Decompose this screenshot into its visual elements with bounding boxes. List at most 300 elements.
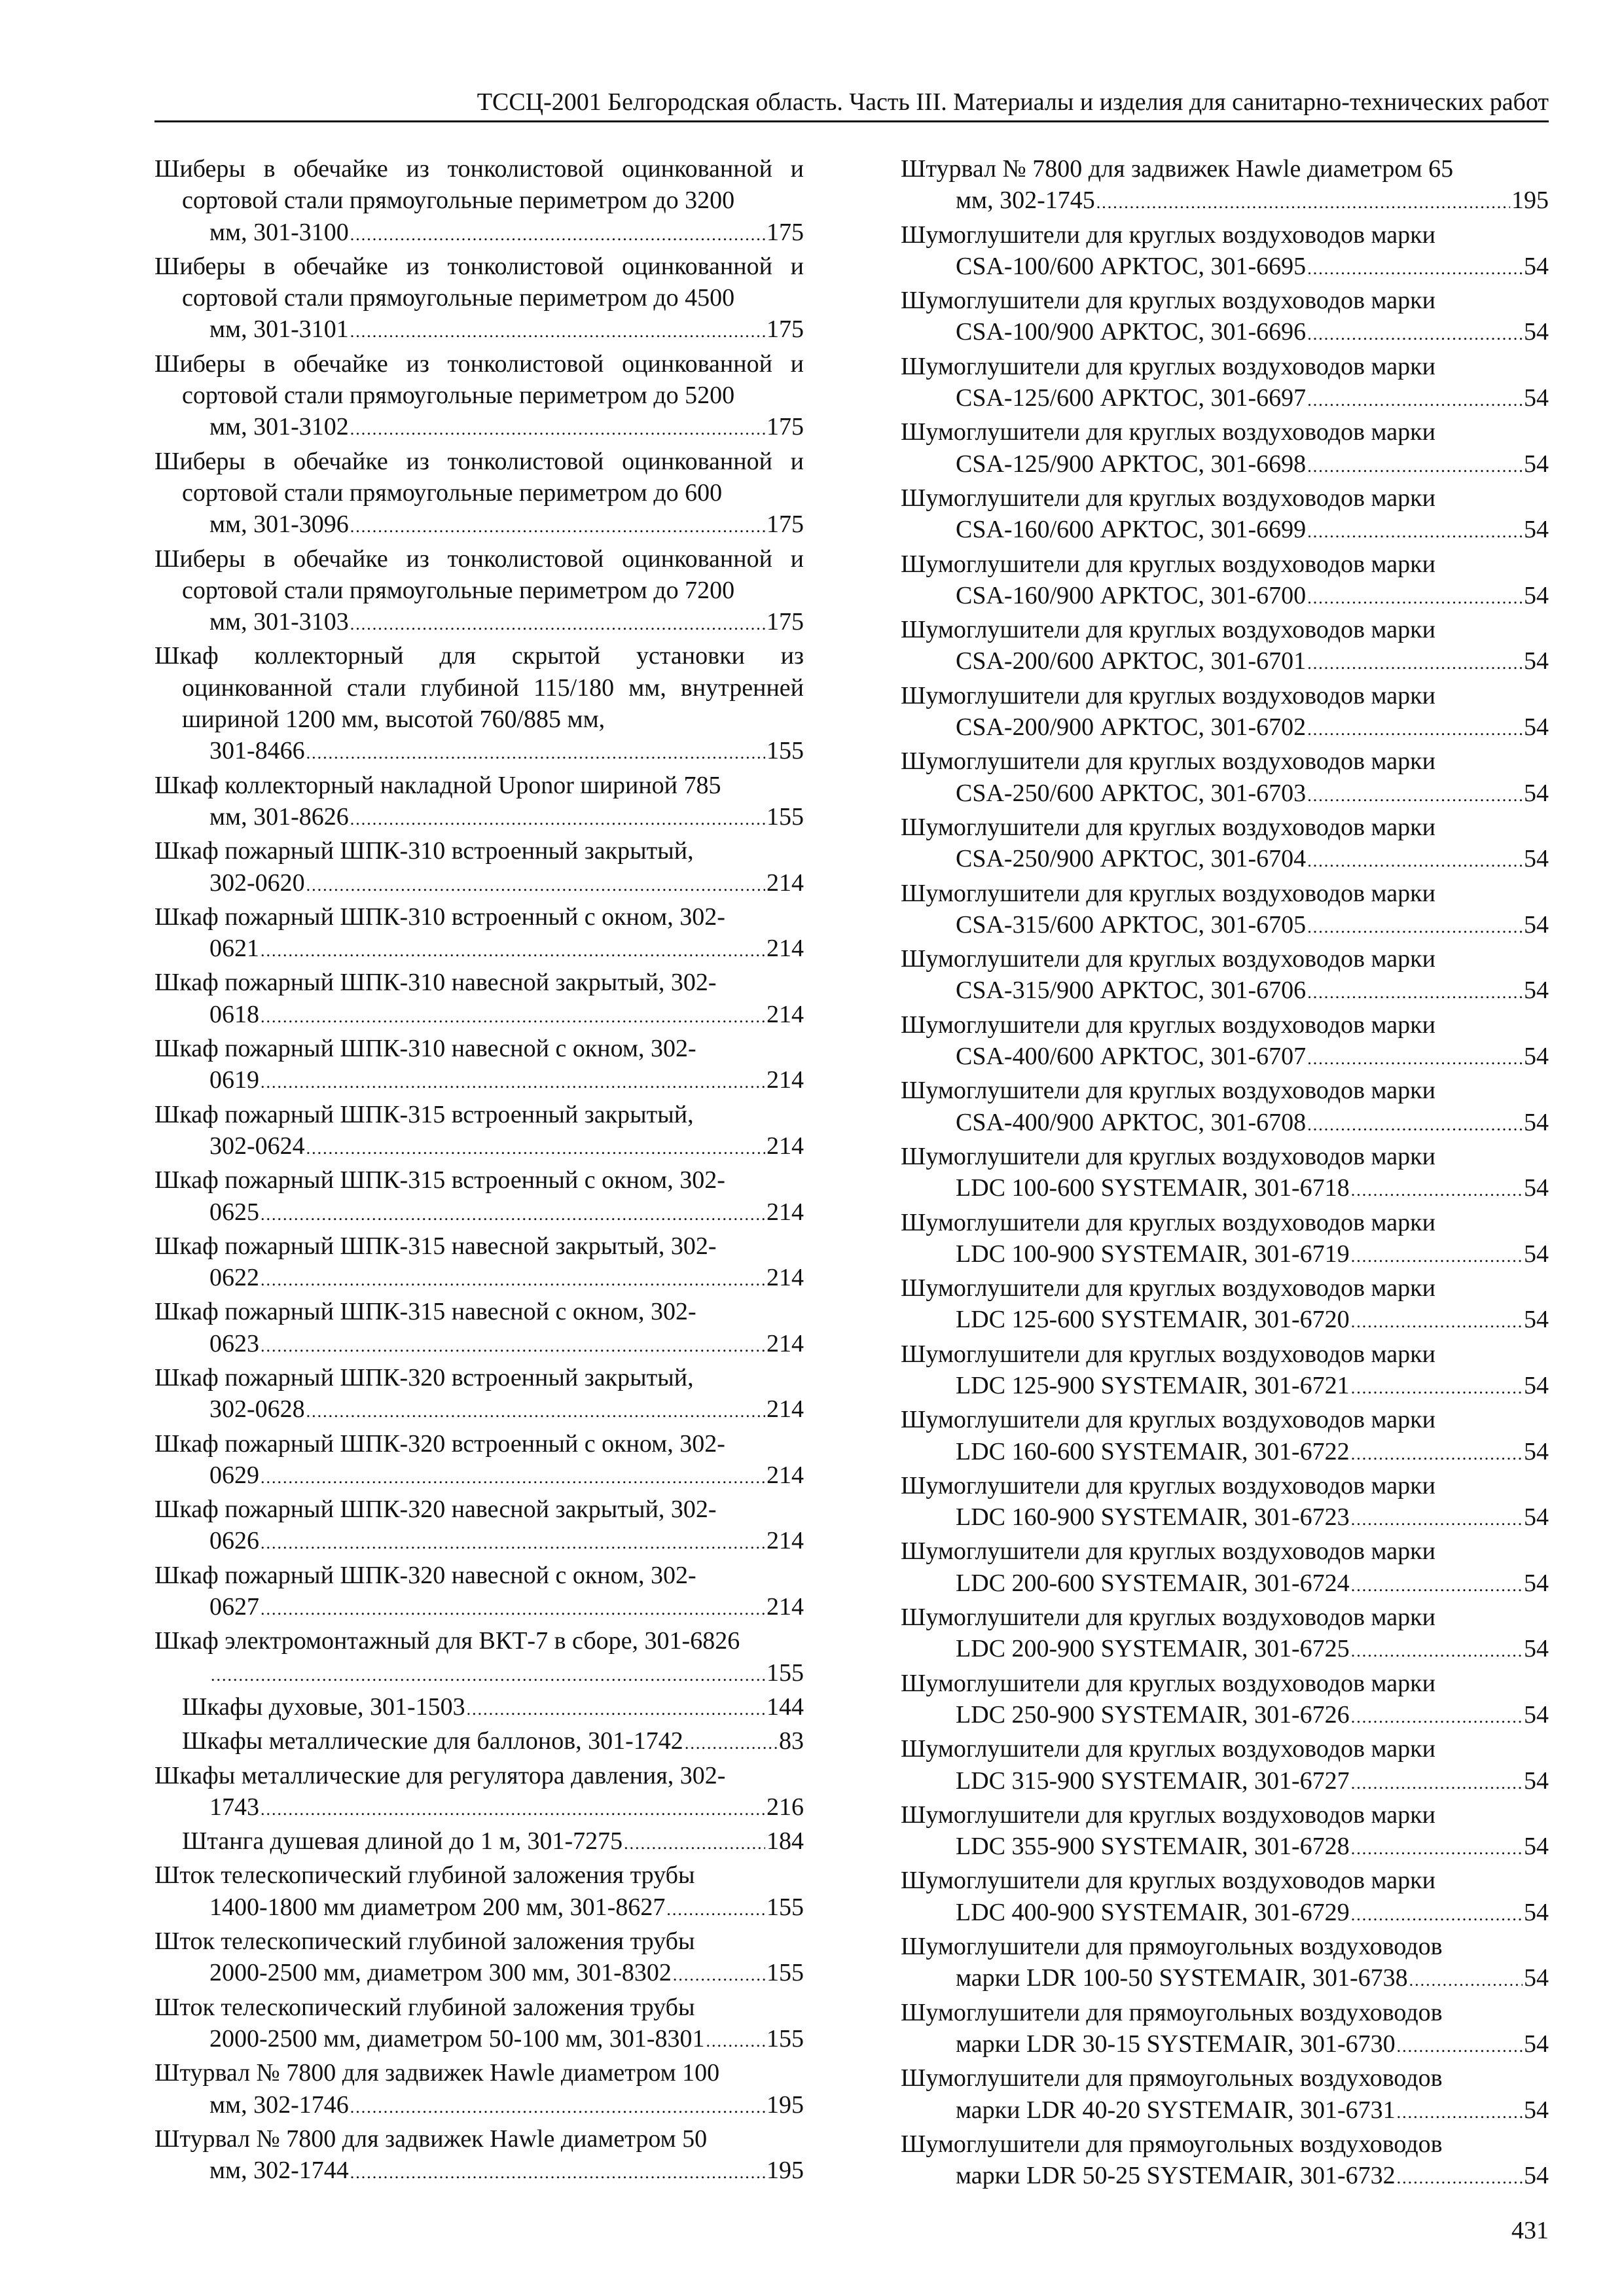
entry-text: Шкаф электромонтажный для ВКТ-7 в сборе, 301-6826 — [154, 1627, 740, 1655]
dot-leader — [350, 414, 765, 445]
dot-leader — [1351, 1175, 1523, 1206]
entry-line — [928, 1172, 1549, 1206]
entry-text: Шумоглушители для круглых воздуховодов марки — [901, 1735, 1435, 1763]
entry-text: Шкаф пожарный ШПК-310 навесной закрытый, 302- — [154, 969, 717, 997]
entry-line — [182, 1525, 804, 1559]
entry-line — [182, 1892, 804, 1926]
entry-line — [928, 1831, 1549, 1865]
entry-line — [928, 1304, 1549, 1338]
dot-leader — [261, 1001, 765, 1033]
dot-leader — [467, 1694, 765, 1725]
entry-text: Шкаф пожарный ШПК-315 встроенный закрытый, — [154, 1100, 694, 1128]
entry-text: Шиберы в обечайке из тонколистовой оцинкованной и сортовой стали прямоугольные периметром до 3200 — [154, 155, 804, 215]
entry-text: Шумоглушители для круглых воздуховодов марки — [901, 747, 1435, 776]
page-reference: 83 — [779, 1727, 804, 1755]
entry-tail: 1400-1800 мм диаметром 200 мм, 301-8627 — [209, 1893, 666, 1921]
page-reference: 155 — [767, 1893, 804, 1921]
entry-tail: 301-8466 — [209, 737, 305, 765]
entry-tail: LDC 400-900 SYSTEMAIR, 301-6729 — [956, 1898, 1350, 1926]
index-entry — [901, 1009, 1549, 1075]
index-entry — [154, 251, 804, 348]
entry-tail: CSA-100/900 АРКТОС, 301-6696 — [956, 318, 1307, 346]
entry-line — [928, 711, 1549, 745]
entry-line — [182, 735, 804, 769]
entry-tail: 0621 — [209, 935, 259, 963]
entry-text: Шумоглушители для круглых воздуховодов марки — [901, 1669, 1435, 1697]
entry-text: Шумоглушители для круглых воздуховодов марки — [901, 418, 1435, 446]
entry-line — [928, 843, 1549, 877]
entry-line — [182, 1691, 804, 1725]
entry-line — [182, 606, 804, 640]
entry-line — [182, 1130, 804, 1164]
page-number: 431 — [1511, 2217, 1549, 2244]
entry-line — [182, 933, 804, 967]
entry-text: Шкаф пожарный ШПК-320 навесной закрытый, 302- — [154, 1496, 717, 1524]
entry-text: Шумоглушители для прямоугольных воздуховодов — [901, 2064, 1443, 2092]
entry-tail: CSA-200/900 АРКТОС, 301-6702 — [956, 713, 1307, 742]
dot-leader — [261, 935, 765, 967]
dot-leader — [306, 1396, 765, 1427]
entry-text: Шиберы в обечайке из тонколистовой оцинкованной и сортовой стали прямоугольные периметром до 4500 — [154, 252, 804, 312]
index-entry — [901, 812, 1549, 878]
index-entry — [901, 878, 1549, 944]
dot-leader — [350, 219, 765, 251]
dot-leader — [666, 1894, 765, 1926]
entry-tail: 0618 — [209, 1000, 259, 1028]
index-entry — [154, 2057, 804, 2123]
dot-leader — [211, 1660, 765, 1691]
dot-leader — [261, 1265, 765, 1296]
entry-tail: марки LDR 40-20 SYSTEMAIR, 301-6731 — [956, 2096, 1396, 2124]
entry-tail: Шкафы духовые, 301-1503 — [182, 1693, 465, 1721]
entry-text: Шумоглушители для прямоугольных воздуховодов — [901, 1933, 1443, 1961]
entry-text: Шток телескопический глубиной заложения трубы — [154, 1993, 695, 2021]
entry-line — [928, 1962, 1549, 1996]
entry-tail: мм, 301-3100 — [209, 218, 349, 246]
entry-text: Шумоглушители для круглых воздуховодов марки — [901, 484, 1435, 512]
page-reference: 54 — [1524, 845, 1549, 873]
index-entry — [154, 543, 804, 641]
entry-line — [182, 1196, 804, 1230]
index-entry — [901, 1997, 1549, 2063]
entry-text: Шумоглушители для круглых воздуховодов марки — [901, 1208, 1435, 1236]
entry-tail: LDC 200-900 SYSTEMAIR, 301-6725 — [956, 1635, 1350, 1663]
page-reference: 54 — [1524, 1700, 1549, 1729]
page-reference: 214 — [767, 869, 804, 897]
entry-line — [928, 185, 1549, 219]
index-entry — [154, 901, 804, 967]
entry-text: Штурвал № 7800 для задвижек Hawle диаметром 100 — [154, 2059, 720, 2087]
page-reference: 54 — [1524, 516, 1549, 544]
page-reference: 175 — [767, 315, 804, 344]
page-reference: 195 — [767, 2157, 804, 2185]
entry-tail: марки LDR 30-15 SYSTEMAIR, 301-6730 — [956, 2030, 1396, 2058]
entry-tail: марки LDR 50-25 SYSTEMAIR, 301-6732 — [956, 2162, 1396, 2190]
entry-tail: мм, 302-1745 — [956, 187, 1095, 215]
dot-leader — [1307, 846, 1523, 877]
index-entry — [901, 614, 1549, 680]
index-entry — [901, 1733, 1549, 1799]
index-entry — [154, 446, 804, 543]
dot-leader — [1307, 516, 1523, 548]
entry-tail: мм, 301-8626 — [209, 802, 349, 831]
index-entry — [901, 1470, 1549, 1536]
page-reference: 214 — [767, 1066, 804, 1094]
dot-leader — [1307, 385, 1523, 416]
page-reference: 54 — [1524, 713, 1549, 742]
page-reference: 216 — [767, 1793, 804, 1821]
entry-tail: 0625 — [209, 1198, 259, 1226]
dot-leader — [1307, 714, 1523, 745]
page-reference: 54 — [1524, 1371, 1549, 1399]
entry-line — [182, 1262, 804, 1296]
entry-text: Шиберы в обечайке из тонколистовой оцинкованной и сортовой стали прямоугольные периметром до 600 — [154, 447, 804, 507]
dot-leader — [1409, 1965, 1523, 1996]
page-reference: 54 — [1524, 1174, 1549, 1202]
page-reference: 54 — [1524, 910, 1549, 939]
dot-leader — [1351, 1702, 1523, 1733]
index-entry — [154, 1825, 804, 1859]
entry-text: Шумоглушители для круглых воздуховодов марки — [901, 1801, 1435, 1829]
dot-leader — [1351, 1833, 1523, 1865]
entry-line — [928, 1041, 1549, 1075]
entry-text: Шкаф пожарный ШПК-315 навесной с окном, 302- — [154, 1298, 696, 1326]
dot-leader — [350, 609, 765, 640]
entry-tail: 0626 — [209, 1527, 259, 1555]
page-reference: 155 — [767, 2024, 804, 2053]
entry-tail: CSA-160/900 АРКТОС, 301-6700 — [956, 581, 1307, 609]
page-reference: 175 — [767, 413, 804, 441]
entry-text: Шумоглушители для круглых воздуховодов марки — [901, 1537, 1435, 1566]
index-column-right — [901, 153, 1549, 2194]
entry-tail: 0627 — [209, 1593, 259, 1621]
entry-tail: LDC 160-600 SYSTEMAIR, 301-6722 — [956, 1437, 1350, 1465]
entry-line — [928, 1765, 1549, 1799]
entry-text: Шумоглушители для круглых воздуховодов марки — [901, 616, 1435, 644]
dot-leader — [1307, 780, 1523, 812]
page-reference: 54 — [1524, 779, 1549, 807]
entry-text: Шумоглушители для круглых воздуховодов марки — [901, 221, 1435, 249]
entry-tail: LDC 100-600 SYSTEMAIR, 301-6718 — [956, 1174, 1350, 1202]
entry-text: Шиберы в обечайке из тонколистовой оцинкованной и сортовой стали прямоугольные периметром до 7200 — [154, 545, 804, 604]
entry-tail: LDC 355-900 SYSTEMAIR, 301-6728 — [956, 1833, 1350, 1861]
entry-line — [182, 1393, 804, 1427]
entry-line — [182, 1825, 804, 1859]
entry-tail: Штанга душевая длиной до 1 м, 301-7275 — [182, 1827, 623, 1856]
page-reference: 214 — [767, 1264, 804, 1292]
dot-leader — [1307, 319, 1523, 350]
entry-tail: LDC 100-900 SYSTEMAIR, 301-6719 — [956, 1240, 1350, 1268]
dot-leader — [1307, 977, 1523, 1009]
page-reference: 175 — [767, 511, 804, 539]
entry-line — [928, 1107, 1549, 1141]
index-entry — [901, 1141, 1549, 1207]
page-reference: 54 — [1524, 1635, 1549, 1663]
entry-line — [928, 2028, 1549, 2062]
entry-tail: CSA-400/600 АРКТОС, 301-6707 — [956, 1043, 1307, 1071]
dot-leader — [350, 316, 765, 348]
dot-leader — [1307, 1043, 1523, 1075]
dot-leader — [685, 1728, 778, 1759]
entry-text: Шток телескопический глубиной заложения трубы — [154, 1861, 695, 1890]
entry-tail: 0629 — [209, 1461, 259, 1489]
page-reference: 54 — [1524, 2030, 1549, 2058]
index-entry — [901, 745, 1549, 812]
entry-text: Шумоглушители для круглых воздуховодов марки — [901, 352, 1435, 380]
index-entry — [901, 2128, 1549, 2195]
page-reference: 54 — [1524, 450, 1549, 478]
entry-tail: мм, 301-3102 — [209, 413, 349, 441]
entry-text: Шкаф пожарный ШПК-310 навесной с окном, 302- — [154, 1035, 696, 1063]
entry-line — [928, 778, 1549, 812]
entry-text: Шумоглушители для круглых воздуховодов марки — [901, 813, 1435, 841]
page-reference: 54 — [1524, 1043, 1549, 1071]
page-reference: 155 — [767, 1959, 804, 1987]
entry-text: Шкаф пожарный ШПК-315 навесной закрытый, 302- — [154, 1232, 717, 1260]
entry-line — [182, 2089, 804, 2123]
index-entry — [154, 1625, 804, 1691]
dot-leader — [350, 511, 765, 543]
entry-tail: CSA-250/900 АРКТОС, 301-6704 — [956, 845, 1307, 873]
dot-leader — [1307, 451, 1523, 482]
index-entry — [901, 548, 1549, 615]
entry-tail: CSA-160/600 АРКТОС, 301-6699 — [956, 516, 1307, 544]
index-entry — [901, 1207, 1549, 1273]
dot-leader — [1307, 648, 1523, 679]
entry-text: Шумоглушители для круглых воздуховодов марки — [901, 1011, 1435, 1039]
dot-leader — [1307, 583, 1523, 614]
dot-leader — [1351, 1306, 1523, 1338]
entry-line — [182, 2155, 804, 2189]
dot-leader — [1351, 1636, 1523, 1667]
entry-text: Шкаф пожарный ШПК-320 навесной с окном, 302- — [154, 1561, 696, 1589]
entry-text: Шумоглушители для круглых воздуховодов марки — [901, 1604, 1435, 1632]
page-reference: 54 — [1524, 1569, 1549, 1597]
page-reference: 54 — [1524, 252, 1549, 280]
entry-line — [182, 217, 804, 251]
entry-line — [928, 1501, 1549, 1535]
index-entry — [154, 1296, 804, 1362]
index-entry — [901, 285, 1549, 351]
page-reference: 195 — [1511, 187, 1549, 215]
entry-tail: 2000-2500 мм, диаметром 50-100 мм, 301-8301 — [209, 2024, 705, 2053]
entry-line — [928, 382, 1549, 416]
page-reference: 54 — [1524, 2162, 1549, 2190]
page-reference: 214 — [767, 1132, 804, 1160]
entry-line — [928, 514, 1549, 548]
index-entry — [901, 351, 1549, 417]
dot-leader — [673, 1960, 765, 1991]
dot-leader — [1307, 1109, 1523, 1141]
page-reference: 54 — [1524, 2096, 1549, 2124]
entry-text: Шумоглушители для круглых воздуховодов марки — [901, 287, 1435, 315]
index-entry — [154, 1992, 804, 2058]
dot-leader — [1351, 1570, 1523, 1602]
entry-tail: 2000-2500 мм, диаметром 300 мм, 301-8302 — [209, 1959, 672, 1987]
entry-tail: мм, 301-3103 — [209, 608, 349, 636]
page-reference: 214 — [767, 1000, 804, 1028]
entry-text: Штурвал № 7800 для задвижек Hawle диаметром 50 — [154, 2125, 708, 2153]
entry-line — [182, 411, 804, 445]
entry-text: Шумоглушители для круглых воздуховодов марки — [901, 681, 1435, 709]
entry-tail: LDC 125-600 SYSTEMAIR, 301-6720 — [956, 1306, 1350, 1334]
entry-line — [928, 2094, 1549, 2128]
page-reference: 54 — [1524, 647, 1549, 675]
page-reference: 195 — [767, 2090, 804, 2119]
entry-tail: CSA-200/600 АРКТОС, 301-6701 — [956, 647, 1307, 675]
entry-text: Шумоглушители для круглых воздуховодов марки — [901, 1077, 1435, 1105]
page-reference: 54 — [1524, 1767, 1549, 1795]
entry-tail: CSA-315/600 АРКТОС, 301-6705 — [956, 910, 1307, 939]
entry-text: Шумоглушители для круглых воздуховодов марки — [901, 1340, 1435, 1368]
entry-tail: CSA-100/600 АРКТОС, 301-6695 — [956, 252, 1307, 280]
entry-tail: LDC 250-900 SYSTEMAIR, 301-6726 — [956, 1700, 1350, 1729]
entry-text: Штурвал № 7800 для задвижек Hawle диаметром 65 — [901, 155, 1454, 183]
dot-leader — [1096, 187, 1510, 219]
index-entry — [154, 967, 804, 1033]
entry-line — [928, 1633, 1549, 1667]
entry-text: Шумоглушители для круглых воздуховодов марки — [901, 1867, 1435, 1895]
page-reference: 175 — [767, 608, 804, 636]
entry-text: Шкаф коллекторный для скрытой установки из оцинкованной стали глубиной 115/180 мм, внутренней шириной 1200 мм, высотой 760/885 мм, — [154, 642, 804, 734]
dot-leader — [261, 1594, 765, 1625]
running-header: ТССЦ-2001 Белгородская область. Часть III. Материалы и изделия для санитарно-технических работ — [154, 84, 1549, 122]
index-entry — [154, 1362, 804, 1428]
entry-line — [182, 999, 804, 1033]
entry-line — [182, 314, 804, 348]
entry-text: Шкаф пожарный ШПК-310 встроенный закрытый, — [154, 837, 694, 865]
page-reference: 214 — [767, 1395, 804, 1424]
dot-leader — [1351, 1899, 1523, 1931]
index-entry — [154, 1164, 804, 1230]
entry-text: Шумоглушители для круглых воздуховодов марки — [901, 1471, 1435, 1499]
entry-line — [182, 1791, 804, 1825]
index-entry — [154, 1494, 804, 1560]
dot-leader — [306, 870, 765, 901]
entry-tail: мм, 302-1744 — [209, 2157, 349, 2185]
index-entry — [154, 1691, 804, 1725]
dot-leader — [1397, 2162, 1523, 2194]
index-entry — [901, 1535, 1549, 1602]
entry-line — [182, 867, 804, 901]
dot-leader — [350, 804, 765, 835]
index-entry — [154, 1230, 804, 1297]
entry-line — [928, 909, 1549, 943]
dot-leader — [261, 1794, 765, 1825]
dot-leader — [1351, 1241, 1523, 1272]
page-reference: 214 — [767, 1329, 804, 1357]
entry-line — [928, 1568, 1549, 1602]
page-reference: 54 — [1524, 1306, 1549, 1334]
entry-tail: LDC 160-900 SYSTEMAIR, 301-6723 — [956, 1503, 1350, 1532]
index-entry — [901, 1799, 1549, 1865]
dot-leader — [350, 2157, 765, 2189]
index-entry — [901, 680, 1549, 746]
entry-line — [182, 1328, 804, 1362]
entry-tail: 302-0628 — [209, 1395, 305, 1424]
entry-text: Шкаф пожарный ШПК-320 встроенный с окном, 302- — [154, 1429, 725, 1458]
dot-leader — [261, 1331, 765, 1362]
entry-text: Шумоглушители для круглых воздуховодов марки — [901, 945, 1435, 973]
page-reference: 155 — [767, 802, 804, 831]
entry-tail: CSA-250/600 АРКТОС, 301-6703 — [956, 779, 1307, 807]
entry-line — [928, 251, 1549, 285]
entry-text: Шкаф коллекторный накладной Uponor шириной 785 — [154, 771, 721, 799]
entry-tail: LDC 125-900 SYSTEMAIR, 301-6721 — [956, 1371, 1350, 1399]
index-entry — [901, 1668, 1549, 1734]
entry-line — [182, 1591, 804, 1625]
entry-text: Шток телескопический глубиной заложения трубы — [154, 1928, 695, 1956]
index-entry — [901, 1272, 1549, 1338]
index-entry — [901, 1865, 1549, 1931]
dot-leader — [261, 1462, 765, 1494]
entry-line — [928, 645, 1549, 679]
entry-line — [182, 1460, 804, 1494]
page-reference: 54 — [1524, 1964, 1549, 1992]
dot-leader — [261, 1199, 765, 1230]
entry-tail: 302-0620 — [209, 869, 305, 897]
entry-text: Шумоглушители для круглых воздуховодов марки — [901, 1406, 1435, 1434]
dot-leader — [1351, 1504, 1523, 1535]
entry-line — [928, 316, 1549, 350]
entry-tail: 0619 — [209, 1066, 259, 1094]
entry-line — [182, 1657, 804, 1691]
entry-tail: CSA-125/900 АРКТОС, 301-6698 — [956, 450, 1307, 478]
page-reference: 214 — [767, 1461, 804, 1489]
index-entry — [154, 1859, 804, 1926]
page-reference: 214 — [767, 1198, 804, 1226]
dot-leader — [261, 1528, 765, 1559]
entry-line — [182, 1064, 804, 1098]
dot-leader — [1397, 2097, 1523, 2128]
dot-leader — [1351, 1372, 1523, 1404]
entry-line — [182, 2023, 804, 2057]
entry-text: Шкафы металлические для регулятора давления, 302- — [154, 1761, 726, 1789]
index-entry — [901, 1602, 1549, 1668]
dot-leader — [306, 1133, 765, 1164]
index-entry — [154, 1560, 804, 1626]
index-column-left — [154, 153, 804, 2189]
index-entry — [901, 2062, 1549, 2128]
page-reference: 144 — [767, 1693, 804, 1721]
page-reference: 54 — [1524, 1503, 1549, 1532]
entry-tail: мм, 301-3101 — [209, 315, 349, 344]
index-entry — [901, 1338, 1549, 1405]
entry-tail: 302-0624 — [209, 1132, 305, 1160]
index-entry — [154, 1725, 804, 1759]
page-reference: 54 — [1524, 1240, 1549, 1268]
entry-tail: LDC 315-900 SYSTEMAIR, 301-6727 — [956, 1767, 1350, 1795]
page-reference: 54 — [1524, 1833, 1549, 1861]
entry-line — [182, 1957, 804, 1991]
entry-text: Шумоглушители для круглых воздуховодов марки — [901, 1274, 1435, 1302]
page-reference: 54 — [1524, 977, 1549, 1005]
dot-leader — [1351, 1768, 1523, 1799]
entry-text: Шумоглушители для прямоугольных воздуховодов — [901, 1998, 1443, 2026]
page-reference: 155 — [767, 737, 804, 765]
entry-line — [928, 1238, 1549, 1272]
entry-line — [928, 580, 1549, 614]
page-reference: 54 — [1524, 1898, 1549, 1926]
entry-tail: мм, 301-3096 — [209, 511, 349, 539]
entry-line — [928, 2160, 1549, 2194]
entry-tail: мм, 302-1746 — [209, 2090, 349, 2119]
page-reference: 54 — [1524, 1437, 1549, 1465]
index-entry — [901, 482, 1549, 548]
index-entry — [901, 943, 1549, 1009]
dot-leader — [1397, 2031, 1523, 2062]
page-reference: 54 — [1524, 318, 1549, 346]
